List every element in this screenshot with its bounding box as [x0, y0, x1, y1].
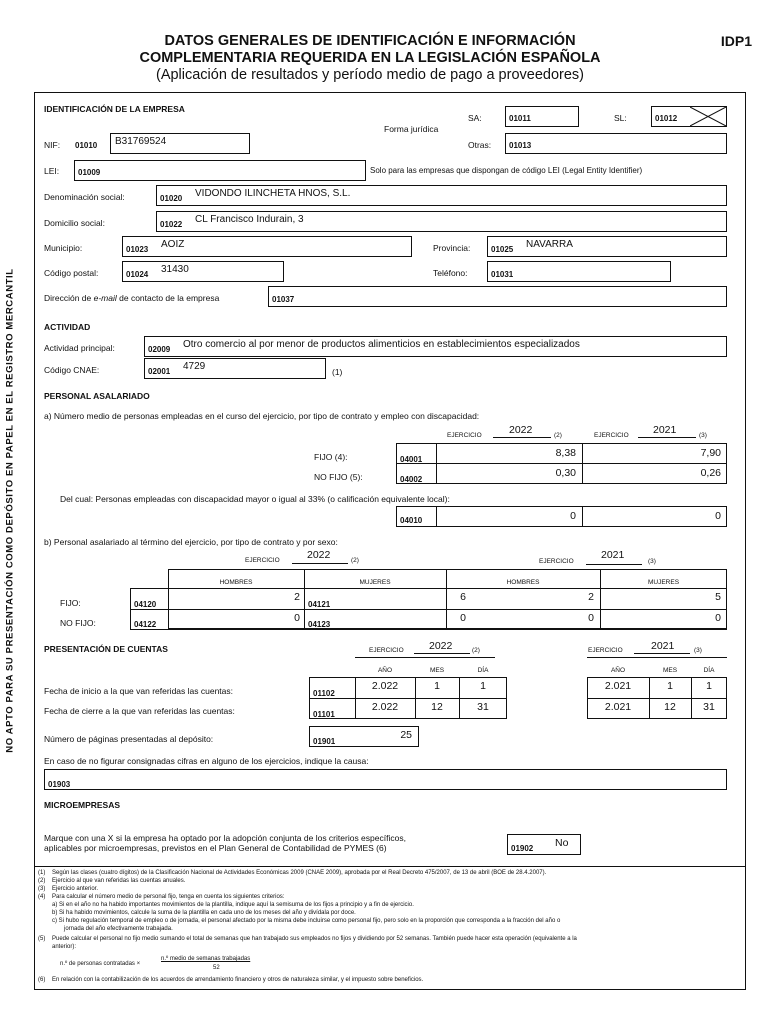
b-nofijo-mujeres-2021[interactable]: 0 — [715, 612, 721, 624]
fijo-code: 04001 — [400, 455, 423, 464]
year-c2-note: (3) — [694, 647, 702, 654]
footnote-3: (3) Ejercicio anterior. — [38, 886, 99, 892]
discapacidad-value-2021[interactable]: 0 — [715, 510, 721, 522]
cierre-dia-2022[interactable]: 31 — [477, 701, 489, 713]
ejercicio-b2-label: EJERCICIO — [539, 558, 574, 565]
dia-h1: DÍA — [477, 667, 489, 674]
micro-text-2: aplicables por microempresas, previstos en el Plan General de Contabilidad de PYMES (6) — [44, 843, 387, 853]
sl-checked-x-icon — [690, 107, 726, 126]
footnote-4: (4) Para calcular el número medio de personal fijo, tenga en cuenta los siguientes criterios: — [38, 894, 285, 900]
b-nofijo-hombres-2021[interactable]: 0 — [588, 612, 594, 624]
footnote-2: (2) Ejercicio al que van referidas las cuentas anuales. — [38, 878, 186, 884]
micro-text-1: Marque con una X si la empresa ha optado por la adopción conjunta de los criterios específicos, — [44, 833, 406, 843]
email-field[interactable] — [268, 286, 727, 307]
footnote-1: (1) Según las clases (cuatro dígitos) de la Clasificación Nacional de Actividades Económicas 2009 (CNAE 2009), aprobada por el Real Decreto 475/2007, de 13 de abril (BOE de 28.4.2007). — [38, 870, 547, 876]
inicio-dia-2021[interactable]: 1 — [706, 680, 712, 692]
micro-value[interactable]: No — [555, 837, 569, 849]
discapacidad-code: 04010 — [400, 516, 423, 525]
b-nofijo-mujeres-2022[interactable]: 0 — [460, 612, 466, 624]
year-a1-note: (2) — [554, 432, 562, 439]
provincia-field[interactable]: NAVARRA — [487, 236, 727, 257]
dia-h2: DÍA — [703, 667, 715, 674]
b-fijo-mujeres-2021[interactable]: 5 — [715, 591, 721, 603]
b-nofijo-h-code: 04122 — [134, 620, 157, 629]
section-identificacion: IDENTIFICACIÓN DE LA EMPRESA — [44, 104, 185, 114]
hombres-h2: HOMBRES — [506, 579, 540, 586]
causa-label: En caso de no figurar consignadas cifras en alguno de los ejercicios, indique la causa: — [44, 756, 369, 766]
section-actividad: ACTIVIDAD — [44, 322, 91, 332]
year-a1: 2022 — [509, 424, 533, 436]
ejercicio-a1-label: EJERCICIO — [447, 432, 482, 439]
cierre-dia-2021[interactable]: 31 — [703, 701, 715, 713]
year-b2: 2021 — [601, 549, 625, 561]
b-fijo-mujeres-2022[interactable]: 6 — [460, 591, 466, 603]
discapacidad-label: Del cual: Personas empleadas con discapacidad mayor o igual al 33% (o calificación equivalente local): — [60, 494, 450, 504]
cp-field[interactable]: 31430 — [122, 261, 284, 282]
lei-label: LEI: — [44, 166, 60, 176]
section-microempresas: MICROEMPRESAS — [44, 800, 121, 810]
anio-h2: AÑO — [610, 667, 626, 674]
fijo-value-2022[interactable]: 8,38 — [555, 447, 576, 459]
actividad-principal-code: 02009 — [148, 345, 171, 354]
sl-code: 01012 — [655, 114, 678, 123]
sl-label: SL: — [614, 113, 627, 123]
mes-h2: MES — [662, 667, 678, 674]
hombres-h1: HOMBRES — [219, 579, 253, 586]
sa-label: SA: — [468, 113, 482, 123]
ejercicio-c2-label: EJERCICIO — [588, 647, 623, 654]
fijo-value-2021[interactable]: 7,90 — [700, 447, 721, 459]
fecha-inicio-label: Fecha de inicio a la que van referidas las cuentas: — [44, 686, 234, 696]
paginas-label: Número de páginas presentadas al depósito: — [44, 734, 214, 744]
cierre-anio-2021[interactable]: 2.021 — [604, 701, 632, 713]
paginas-code: 01901 — [313, 737, 336, 746]
side-disclaimer: NO APTO PARA SU PRESENTACIÓN COMO DEPÓSITO EN PAPEL EN EL REGISTRO MERCANTIL — [4, 268, 16, 753]
year-c1: 2022 — [429, 640, 453, 652]
year-a2: 2021 — [653, 424, 677, 436]
sa-code: 01011 — [509, 114, 531, 123]
title-line-2: COMPLEMENTARIA REQUERIDA EN LA LEGISLACIÓN ESPAÑOLA — [139, 50, 601, 66]
footnote-4c-cont: jornada del año efectivamente trabajada. — [64, 926, 173, 932]
otras-code: 01013 — [509, 141, 532, 150]
inicio-dia-2022[interactable]: 1 — [480, 680, 486, 692]
formula-left: n.º de personas contratadas × — [60, 961, 141, 967]
year-a2-note: (3) — [699, 432, 707, 439]
municipio-label: Municipio: — [44, 243, 83, 253]
cnae-code: 02001 — [148, 367, 171, 376]
b-fijo-label: FIJO: — [60, 598, 81, 608]
b-nofijo-m-code: 04123 — [308, 620, 331, 629]
cnae-label: Código CNAE: — [44, 365, 100, 375]
inicio-code: 01102 — [313, 689, 335, 698]
micro-code: 01902 — [511, 844, 534, 853]
causa-code: 01903 — [48, 780, 71, 789]
nif-label: NIF: — [44, 140, 61, 150]
b-fijo-h-code: 04120 — [134, 600, 157, 609]
year-c2: 2021 — [651, 640, 675, 652]
lei-note: Solo para las empresas que dispongan de código LEI (Legal Entity Identifier) — [370, 166, 643, 175]
discapacidad-value-2022[interactable]: 0 — [570, 510, 576, 522]
year-b2-note: (3) — [648, 558, 656, 565]
ejercicio-c1-label: EJERCICIO — [369, 647, 404, 654]
denominacion-code: 01020 — [160, 194, 183, 203]
telefono-field[interactable] — [487, 261, 671, 282]
inicio-mes-2022[interactable]: 1 — [434, 680, 440, 692]
b-fijo-hombres-2021[interactable]: 2 — [588, 591, 594, 603]
footnote-5-cont: anterior): — [52, 944, 77, 950]
form-code: IDP1 — [720, 33, 752, 49]
domicilio-code: 01022 — [160, 220, 183, 229]
paginas-value[interactable]: 25 — [400, 729, 412, 741]
cierre-anio-2022[interactable]: 2.022 — [371, 701, 399, 713]
actividad-principal-label: Actividad principal: — [44, 343, 115, 353]
otras-label: Otras: — [468, 140, 492, 150]
municipio-code: 01023 — [126, 245, 149, 254]
causa-field[interactable] — [44, 769, 727, 790]
lei-code: 01009 — [78, 168, 101, 177]
lei-field[interactable] — [74, 160, 366, 181]
mujeres-h2: MUJERES — [647, 579, 680, 586]
personal-a-label: a) Número medio de personas empleadas en el curso del ejercicio, por tipo de contrato y empleo con discapacidad: — [44, 411, 480, 421]
otras-field[interactable] — [505, 133, 727, 154]
cnae-field[interactable]: 4729 — [144, 358, 326, 379]
b-nofijo-label: NO FIJO: — [60, 618, 96, 628]
footnote-5: (5) Puede calcular el personal no fijo medio sumando el total de semanas que han trabajado sus empleados no fijos y dividiendo por 52 semanas. También puede hacer esta operación (equivalente a la — [38, 936, 577, 942]
email-code: 01037 — [272, 295, 295, 304]
telefono-label: Teléfono: — [433, 268, 468, 278]
nofijo-value-2022[interactable]: 0,30 — [555, 467, 576, 479]
nif-code: 01010 — [75, 141, 98, 150]
email-label: Dirección de e-mail de contacto de la empresa — [44, 293, 220, 303]
cierre-mes-2022[interactable]: 12 — [431, 701, 443, 713]
footnote-4c: c) Si hubo regulación temporal de empleo o de jornada, el personal afectado por la misma debe incluirse como personal fijo, pero solo en la proporción que corresponda a la fracción del año o — [52, 918, 561, 924]
municipio-field[interactable]: AOIZ — [122, 236, 412, 257]
footnote-4b: b) Si ha habido movimientos, calcule la suma de la plantilla en cada uno de los meses del año y divídala por doce. — [52, 910, 356, 916]
cierre-mes-2021[interactable]: 12 — [664, 701, 676, 713]
formula-denominator: 52 — [213, 965, 220, 971]
nofijo-label: NO FIJO (5): — [314, 472, 363, 482]
year-b1-note: (2) — [351, 557, 359, 564]
nofijo-code: 04002 — [400, 475, 423, 484]
b-nofijo-hombres-2022[interactable]: 0 — [294, 612, 300, 624]
inicio-mes-2021[interactable]: 1 — [667, 680, 673, 692]
nif-field[interactable]: B31769524 — [110, 133, 250, 154]
inicio-anio-2022[interactable]: 2.022 — [371, 680, 399, 692]
mes-h1: MES — [429, 667, 445, 674]
provincia-code: 01025 — [491, 245, 514, 254]
year-c1-note: (2) — [472, 647, 480, 654]
domicilio-label: Domicilio social: — [44, 218, 105, 228]
title-line-3: (Aplicación de resultados y período medio de pago a proveedores) — [155, 67, 584, 83]
cp-code: 01024 — [126, 270, 149, 279]
anio-h1: AÑO — [377, 667, 393, 674]
personal-b-label: b) Personal asalariado al término del ejercicio, por tipo de contrato y por sexo: — [44, 537, 338, 547]
domicilio-field[interactable]: CL Francisco Indurain, 3 — [156, 211, 727, 232]
title-line-1: DATOS GENERALES DE IDENTIFICACIÓN E INFORMACIÓN — [164, 33, 576, 49]
section-personal: PERSONAL ASALARIADO — [44, 391, 150, 401]
denominacion-label: Denominación social: — [44, 192, 125, 202]
year-b1: 2022 — [307, 549, 331, 561]
ejercicio-b1-label: EJERCICIO — [245, 557, 280, 564]
denominacion-field[interactable]: VIDONDO ILINCHETA HNOS, S.L. — [156, 185, 727, 206]
b-fijo-hombres-2022[interactable]: 2 — [294, 591, 300, 603]
fecha-cierre-label: Fecha de cierre a la que van referidas las cuentas: — [44, 706, 235, 716]
inicio-anio-2021[interactable]: 2.021 — [604, 680, 632, 692]
formula-numerator: n.º medio de semanas trabajadas — [161, 956, 251, 962]
b-fijo-m-code: 04121 — [308, 600, 331, 609]
mujeres-h1: MUJERES — [359, 579, 391, 586]
footnote-6: (6) En relación con la contabilización de los acuerdos de arrendamiento financiero y otros de naturaleza similar, y el impuesto sobre beneficios. — [38, 977, 424, 983]
nofijo-value-2021[interactable]: 0,26 — [700, 467, 721, 479]
cnae-note: (1) — [332, 367, 343, 377]
forma-juridica-label: Forma jurídica — [384, 124, 439, 134]
provincia-label: Provincia: — [433, 243, 471, 253]
cierre-code: 01101 — [313, 710, 335, 719]
actividad-principal-field[interactable]: Otro comercio al por menor de productos alimenticios en establecimientos especializados — [144, 336, 727, 357]
section-cuentas: PRESENTACIÓN DE CUENTAS — [44, 644, 168, 654]
telefono-code: 01031 — [491, 270, 514, 279]
ejercicio-a2-label: EJERCICIO — [594, 432, 629, 439]
fijo-label: FIJO (4): — [314, 452, 348, 462]
footnote-4a: a) Si en el año no ha habido importantes movimientos de la plantilla, indique aquí la semisuma de los fijos a principio y a fin de ejercicio. — [52, 902, 414, 908]
cp-label: Código postal: — [44, 268, 99, 278]
